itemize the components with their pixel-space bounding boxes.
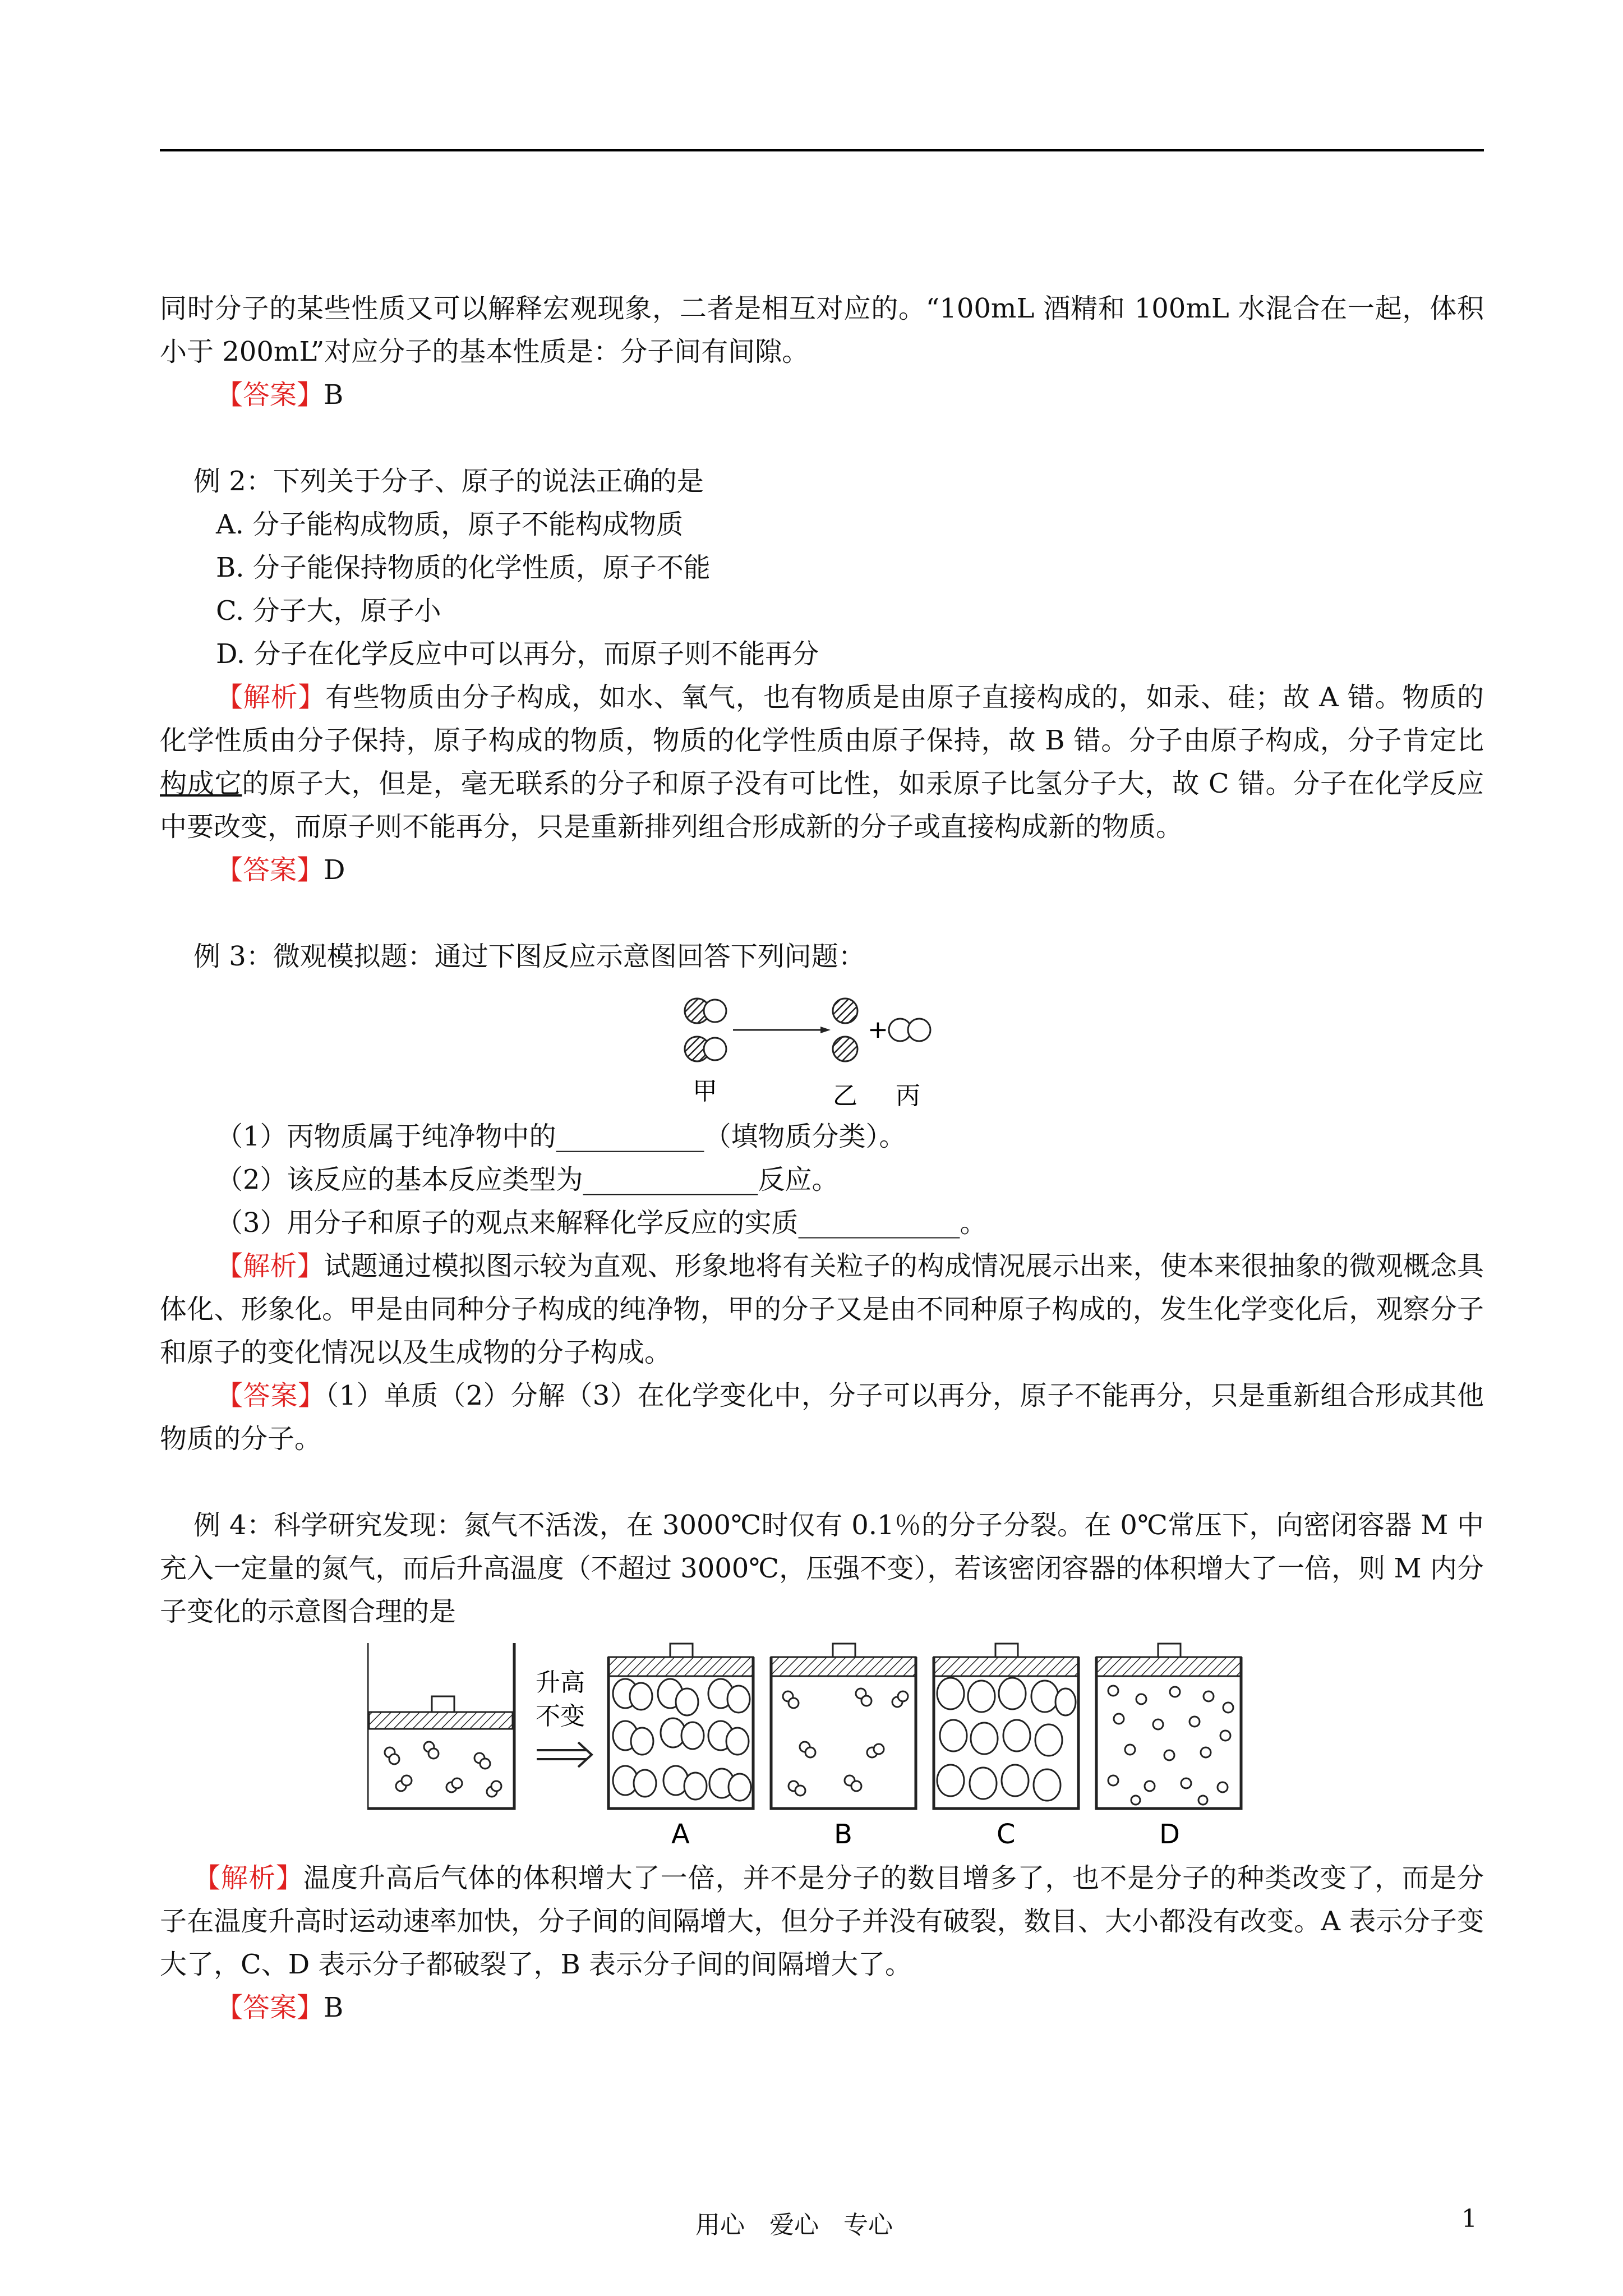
ex2-option-a: A. 分子能构成物质，原子不能构成物质 bbox=[216, 509, 684, 540]
header-rule bbox=[160, 149, 1484, 151]
reaction-arrow bbox=[733, 1027, 831, 1033]
arrow-text-2: 不变 bbox=[536, 1702, 585, 1731]
ex3-answer: 【答案】（1）单质（2）分解（3）在化学变化中，分子可以再分，原子不能再分，只是重新组合形成其他物质的分子。 bbox=[160, 1380, 1484, 1455]
answer-value: B bbox=[324, 1992, 344, 2023]
right-arrow-icon bbox=[537, 1742, 592, 1767]
label-d: D bbox=[1159, 1819, 1180, 1850]
ex2-answer bbox=[160, 849, 1484, 892]
label-yi: 乙 bbox=[833, 1082, 857, 1110]
ex2-option-d: D. 分子在化学反应中可以再分，而原子则不能再分 bbox=[216, 638, 819, 670]
reaction-diagram bbox=[676, 988, 967, 1112]
product-molecule bbox=[889, 1019, 930, 1041]
product-atom-1 bbox=[833, 999, 857, 1023]
footer-motto: 用心 爱心 专心 bbox=[695, 2211, 893, 2239]
container-d bbox=[1096, 1644, 1241, 1809]
product-atom-2 bbox=[833, 1037, 857, 1061]
ex3-question-1: （1）丙物质属于纯净物中的___________（填物质分类）。 bbox=[216, 1121, 906, 1152]
answer-value: B bbox=[324, 379, 344, 411]
initial-container bbox=[367, 1643, 514, 1809]
ex4-analysis: 【解析】温度升高后气体的体积增大了一倍，并不是分子的数目增多了，也不是分子的种类改变了，而是分子在温度升高时运动速率加快，分子间的间隔增大，但分子并没有破裂，数目、大小都没有改变。A 表示分子变大了，C、D 表示分子都破裂了，B 表示分子间的间隔增大了。 bbox=[160, 1862, 1484, 1980]
label-c: C bbox=[997, 1819, 1016, 1850]
ex3-question: 例 3：微观模拟题：通过下图反应示意图回答下列问题： bbox=[193, 941, 865, 972]
answer-tag: 【答案】 bbox=[216, 1380, 325, 1411]
container-diagram bbox=[367, 1640, 1276, 1853]
reactant-molecule-1 bbox=[685, 999, 726, 1023]
analysis-tag: 【解析】 bbox=[216, 1250, 324, 1282]
reactant-molecule-2 bbox=[685, 1037, 726, 1061]
ex2-option-b: B. 分子能保持物质的化学性质，原子不能 bbox=[216, 552, 711, 583]
label-bing: 丙 bbox=[896, 1082, 920, 1110]
page-number: 1 bbox=[1461, 2205, 1477, 2233]
ex4-answer bbox=[160, 1986, 1484, 2030]
ex3-question-3: （3）用分子和原子的观点来解释化学反应的实质____________。 bbox=[216, 1207, 987, 1239]
label-b: B bbox=[834, 1819, 852, 1850]
container-b bbox=[771, 1644, 916, 1809]
intro-text: 同时分子的某些性质又可以解释宏观现象，二者是相互对应的。“100mL 酒精和 100mL 水混合在一起，体积小于 200mL”对应分子的基本性质是：分子间有间隙。 bbox=[160, 293, 1484, 367]
answer-tag: 【答案】 bbox=[216, 1992, 324, 2023]
underlined-term: 构成它 bbox=[160, 768, 242, 799]
analysis-tag: 【解析】 bbox=[216, 682, 326, 713]
ex2-option-c: C. 分子大，原子小 bbox=[216, 595, 441, 627]
ex4-question: 例 4：科学研究发现：氮气不活泼，在 3000℃时仅有 0.1％的分子分裂。在 0℃常压下，向密闭容器 M 中充入一定量的氮气，而后升高温度（不超过 3000℃，压强不变），若该密闭容器的体积增大了一倍，则 M 内分子变化的示意图合理的是 bbox=[160, 1510, 1484, 1627]
page-footer bbox=[0, 2205, 1623, 2238]
analysis-tag: 【解析】 bbox=[193, 1862, 303, 1894]
intro-answer bbox=[160, 374, 1484, 417]
ex3-question-2: （2）该反应的基本反应类型为_____________反应。 bbox=[216, 1164, 839, 1195]
answer-value: D bbox=[324, 854, 345, 886]
ex2-analysis: 【解析】有些物质由分子构成，如水、氧气，也有物质是由原子直接构成的，如汞、硅；故 A 错。物质的化学性质由分子保持，原子构成的物质，物质的化学性质由原子保持，故 B 错。分子由原子构成，分子肯定比构成它的原子大，但是，毫无联系的分子和原子没有可比性，如汞原子比氢分子大，故 C 错。分子在化学反应中要改变，而原子则不能再分，只是重新排列组合形成新的分子或直接构成新的物质。 bbox=[160, 682, 1484, 843]
container-a bbox=[608, 1644, 753, 1809]
answer-tag: 【答案】 bbox=[216, 379, 324, 411]
arrow-text-1: 升高 bbox=[536, 1668, 585, 1697]
ex2-question: 例 2：下列关于分子、原子的说法正确的是 bbox=[193, 466, 704, 497]
label-a: A bbox=[671, 1819, 690, 1850]
label-jia: 甲 bbox=[693, 1077, 717, 1106]
plus-sign: + bbox=[868, 1015, 888, 1044]
page-content bbox=[160, 287, 1484, 2030]
ex3-analysis: 【解析】试题通过模拟图示较为直观、形象地将有关粒子的构成情况展示出来，使本来很抽象的微观概念具体化、形象化。甲是由同种分子构成的纯净物，甲的分子又是由不同种原子构成的，发生化学变化后，观察分子和原子的变化情况以及生成物的分子构成。 bbox=[160, 1250, 1484, 1368]
answer-tag: 【答案】 bbox=[216, 854, 324, 886]
container-c bbox=[934, 1644, 1078, 1809]
